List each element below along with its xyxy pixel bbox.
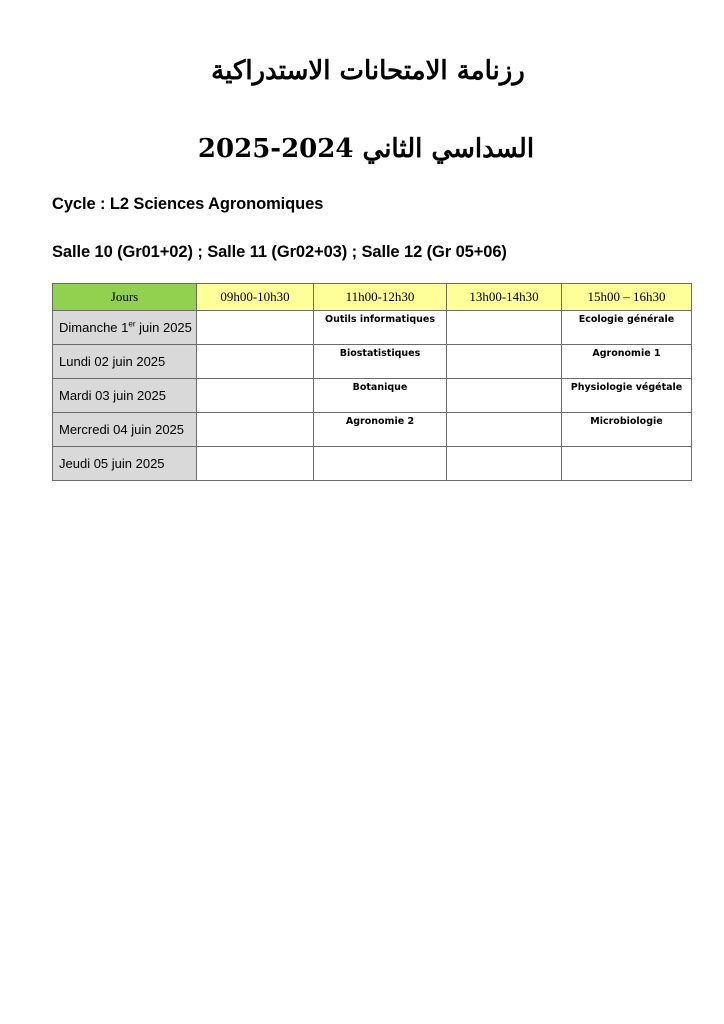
exam-cell [447,413,562,447]
document-title: رزنامة الامتحانات الاستدراكية [211,56,525,86]
exam-cell [197,311,314,345]
day-cell: Mardi 03 juin 2025 [53,379,197,413]
column-header-slot-3: 13h00-14h30 [447,284,562,311]
exam-cell: Outils informatiques [314,311,447,345]
exam-cell [447,311,562,345]
exam-cell: Agronomie 1 [562,345,692,379]
exam-cell [314,447,447,481]
column-header-jours: Jours [53,284,197,311]
day-label: Dimanche 1 [59,320,129,335]
cycle-heading: Cycle : L2 Sciences Agronomiques [52,195,324,213]
exam-cell [562,447,692,481]
table-row [53,379,692,413]
table-row [53,447,692,481]
day-label-suffix: juin 2025 [135,320,192,335]
table-row [53,413,692,447]
exam-cell: Agronomie 2 [314,413,447,447]
column-header-slot-4: 15h00 – 16h30 [562,284,692,311]
exam-cell: Physiologie végétale [562,379,692,413]
table-row [53,311,692,345]
column-header-slot-2: 11h00-12h30 [314,284,447,311]
exam-cell [197,345,314,379]
table-row [53,345,692,379]
exam-schedule-table [52,283,692,481]
exam-cell: Biostatistiques [314,345,447,379]
column-header-slot-1: 09h00-10h30 [197,284,314,311]
day-cell [53,311,197,345]
semester-title: السداسي الثاني 2024-2025 [197,134,535,164]
exam-cell [447,379,562,413]
day-ordinal: er [128,319,136,329]
rooms-heading: Salle 10 (Gr01+02) ; Salle 11 (Gr02+03) ; Salle 12 (Gr 05+06) [52,243,507,261]
exam-cell: Microbiologie [562,413,692,447]
day-cell: Mercredi 04 juin 2025 [53,413,197,447]
day-cell: Lundi 02 juin 2025 [53,345,197,379]
exam-cell: Botanique [314,379,447,413]
day-cell: Jeudi 05 juin 2025 [53,447,197,481]
exam-cell [197,447,314,481]
exam-cell [197,379,314,413]
exam-cell [197,413,314,447]
table-header-row [53,284,692,311]
exam-cell: Ecologie générale [562,311,692,345]
exam-cell [447,345,562,379]
exam-cell [447,447,562,481]
